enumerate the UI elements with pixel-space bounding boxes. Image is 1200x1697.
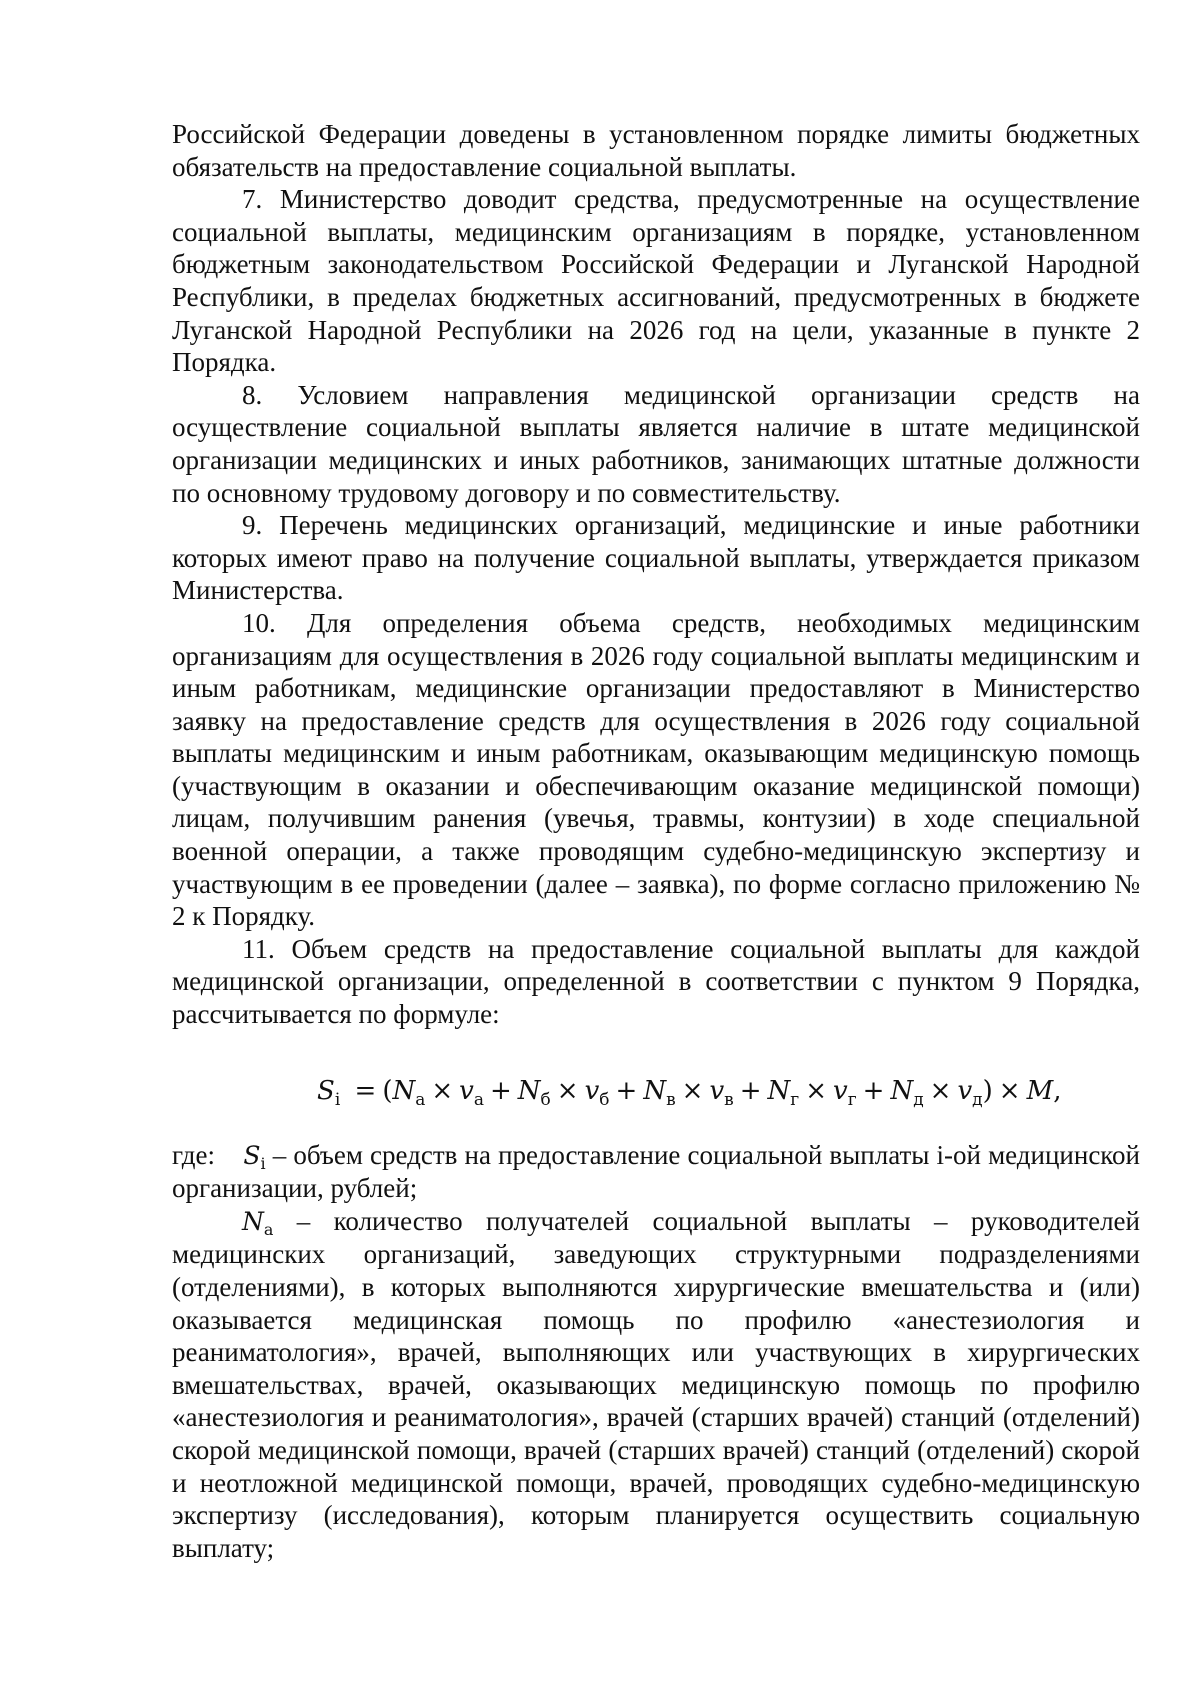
formula [172, 1071, 1140, 1111]
paragraph-10: 10. Для определения объема средств, необходимых медицинским организациям для осуществления в 2026 году социальной выплаты медицинским и иным работникам, медицинские организации предоставляют в Министерство заявку на предоставление средств для осуществления в 2026 году социальной выплаты медицинским и иным работникам, оказывающим медицинскую помощь (участвующим в оказании и обеспечивающим оказание медицинской помощи) лицам, получившим ранения (увечья, травмы, контузии) в ходе специальной военной операции, а также проводящим судебно-медицинскую экспертизу и участвующим в ее проведении (далее – заявка), по форме согласно приложению № 2 к Порядку. [172, 607, 1140, 932]
paragraph-11: 11. Объем средств на предоставление социальной выплаты для каждой медицинской организации, определенной в соответствии с пунктом 9 Порядка, рассчитывается по формуле: [172, 933, 1140, 1030]
formula-lhs: S [317, 1075, 335, 1106]
formula-term-N: N [643, 1075, 667, 1106]
formula-plus: + [862, 1075, 885, 1106]
paragraph-7: 7. Министерство доводит средства, предусмотренные на осуществление социальной выплаты, медицинским организациям в порядке, установленном бюджетным законодательством Российской Федерации и Луганской Народной Республики, в пределах бюджетных ассигнований, предусмотренных в бюджете Луганской Народной Республики на 2026 год на цели, указанные в пункте 2 Порядка. [172, 184, 1140, 378]
formula-plus: + [615, 1075, 638, 1106]
where-prefix: где: [172, 1139, 215, 1170]
symbol-Na-sub: а [263, 1219, 274, 1239]
formula-close-paren: ) [982, 1075, 993, 1106]
formula-equals: = [354, 1075, 377, 1106]
formula-term-N-sub: д [913, 1089, 924, 1110]
formula-term-v-sub: в [724, 1089, 734, 1110]
formula-tail: , [1053, 1075, 1062, 1106]
formula-times: × [998, 1075, 1021, 1106]
paragraph-9: 9. Перечень медицинских организаций, медицинские и иные работники которых имеют право на получение социальной выплаты, утверждается приказом Министерства. [172, 510, 1140, 606]
formula-term-v: v [584, 1075, 600, 1106]
formula-term-v-sub: г [847, 1089, 857, 1110]
formula-term-v-sub: а [473, 1089, 484, 1110]
document-body [172, 118, 1140, 1564]
formula-lhs-sub: i [334, 1089, 341, 1110]
formula-term-N-sub: а [415, 1089, 426, 1110]
formula-multiplier: M [1026, 1075, 1054, 1106]
symbol-S [243, 1140, 266, 1173]
formula-times: × [681, 1075, 704, 1106]
formula-term-v-sub: б [599, 1089, 610, 1110]
formula-open-paren: ( [382, 1075, 393, 1106]
symbol-Na-letter: N [242, 1206, 264, 1236]
formula-term-N: N [890, 1075, 914, 1106]
na-text: – количество получателей социальной выплаты – руководителей медицинских организаций, заведующих структурными подразделениями (отделениями), в которых выполняются хирургические вмешательства и (или) оказывается медицинская помощь по профилю «анестезиология и реаниматология», врачей, выполняющих или участвующих в хирургических вмешательствах, врачей, оказывающих медицинскую помощь по профилю «анестезиология и реаниматология», врачей (старших врачей) станций (отделений) скорой медицинской помощи, врачей (старших врачей) станций (отделений) скорой и неотложной медицинской помощи, врачей, проводящих судебно-медицинскую экспертизу (исследования), которым планируется осуществить социальную выплату; [172, 1205, 1140, 1563]
formula-term-N-sub: в [666, 1089, 676, 1110]
formula-term-N: N [517, 1075, 541, 1106]
formula-term-v: v [459, 1075, 474, 1106]
formula-plus: + [739, 1075, 762, 1106]
paragraph-na [172, 1205, 1140, 1565]
symbol-S-sub: i [260, 1153, 266, 1173]
formula-term-N-sub: г [790, 1089, 800, 1110]
formula-times: × [805, 1075, 828, 1106]
formula-term-v: v [709, 1075, 725, 1106]
paragraph-where [172, 1139, 1140, 1205]
formula-times: × [929, 1075, 952, 1106]
paragraph-intro: Российской Федерации доведены в установленном порядке лимиты бюджетных обязательств на предоставление социальной выплаты. [172, 119, 1140, 182]
formula-term-N: N [767, 1075, 791, 1106]
formula-term-N-sub: б [540, 1089, 551, 1110]
formula-times: × [556, 1075, 579, 1106]
formula-term-v: v [833, 1075, 848, 1106]
symbol-Na [242, 1206, 274, 1239]
where-text: – объем средств на предоставление социальной выплаты i-ой медицинской организации, рублей; [172, 1139, 1141, 1204]
formula-plus: + [490, 1075, 512, 1106]
paragraph-8: 8. Условием направления медицинской организации средств на осуществление социальной выплаты является наличие в штате медицинской организации медицинских и иных работников, занимающих штатные должности по основному трудовому договору и по совместительству. [172, 379, 1140, 508]
formula-term-N: N [392, 1075, 416, 1106]
symbol-S-letter: S [243, 1140, 261, 1170]
formula-term-v: v [957, 1075, 973, 1106]
formula-times: × [431, 1075, 454, 1106]
formula-term-v-sub: д [972, 1089, 983, 1110]
